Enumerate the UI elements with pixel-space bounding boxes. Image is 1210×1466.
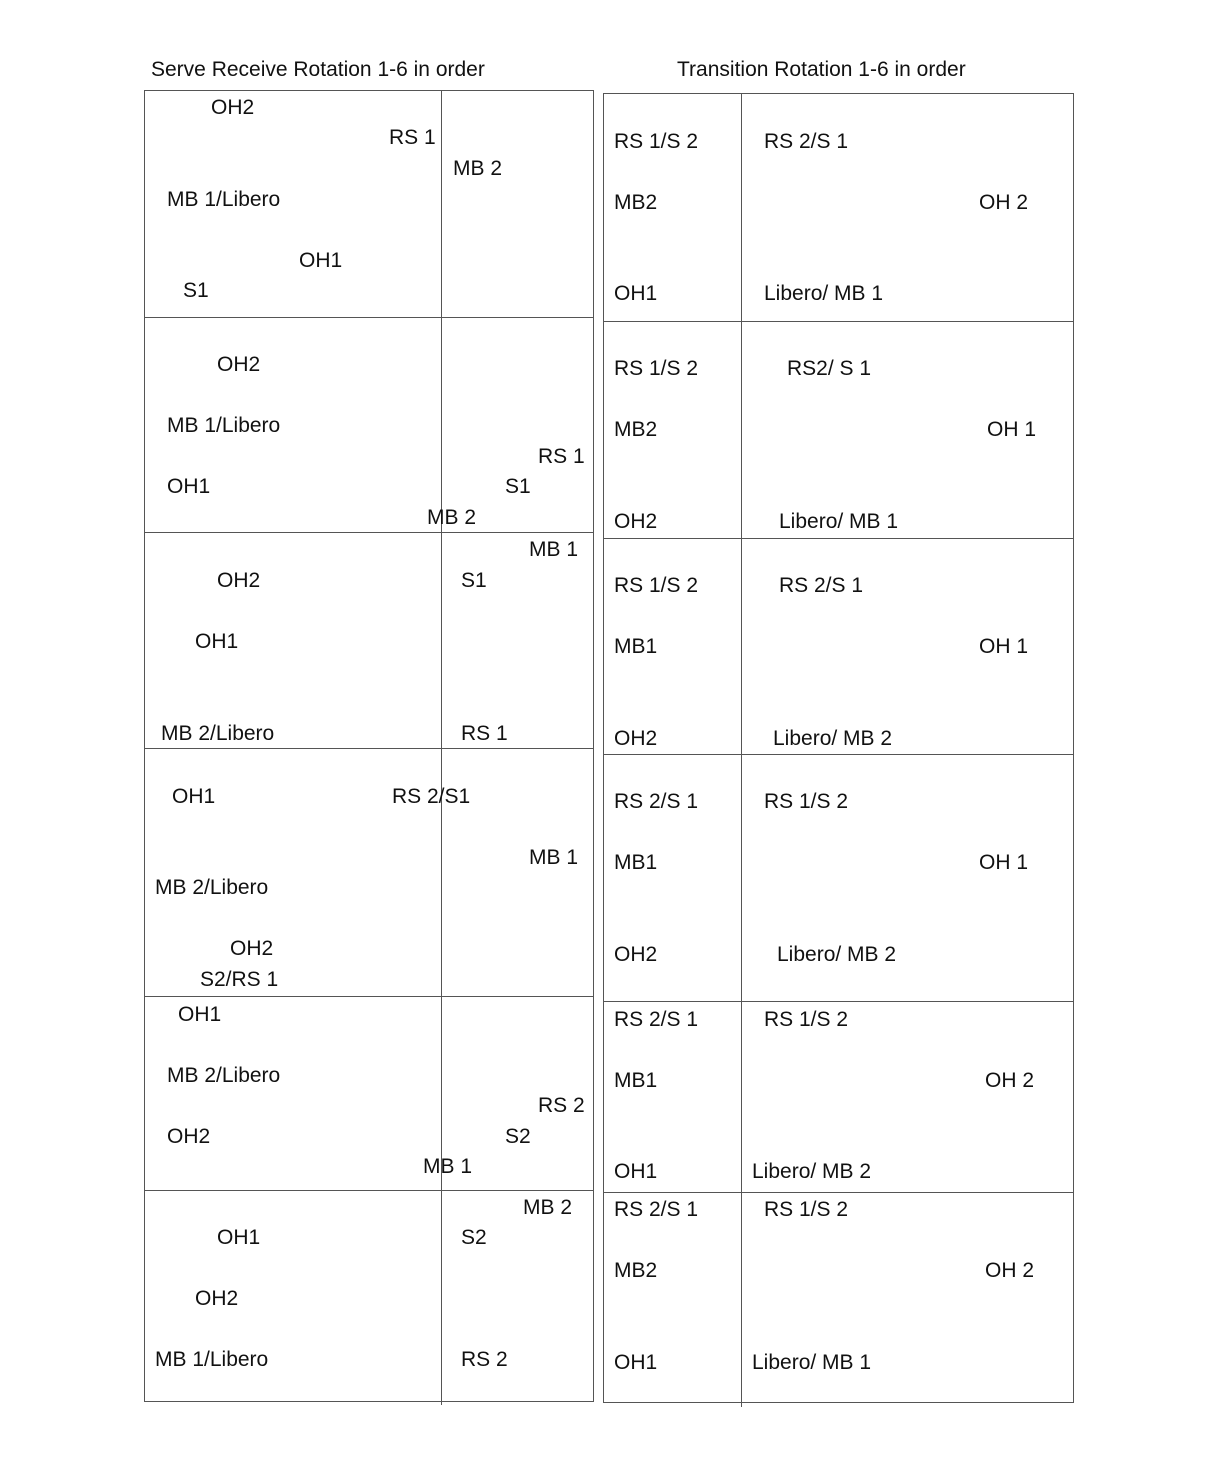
player-label: OH2 <box>614 727 658 750</box>
player-label: Libero/ MB 1 <box>752 1351 872 1374</box>
row-divider <box>144 532 594 533</box>
row-divider <box>603 321 1074 322</box>
row-divider <box>603 538 1074 539</box>
serve-receive-title: Serve Receive Rotation 1-6 in order <box>151 58 485 81</box>
player-label: OH1 <box>614 282 658 305</box>
player-label: OH1 <box>217 1226 261 1249</box>
player-label: RS 2/S1 <box>392 785 471 808</box>
player-label: OH2 <box>217 569 261 592</box>
player-label: S1 <box>461 569 487 592</box>
player-label: RS 2/S 1 <box>614 1008 699 1031</box>
player-label: RS 1/S 2 <box>764 790 849 813</box>
player-label: RS 1 <box>389 126 436 149</box>
player-label: RS 1/S 2 <box>614 574 699 597</box>
player-label: MB2 <box>614 1259 658 1282</box>
player-label: S1 <box>505 475 531 498</box>
player-label: MB1 <box>614 851 658 874</box>
player-label: MB 1/Libero <box>167 188 281 211</box>
player-label: RS 2/S 1 <box>614 1198 699 1221</box>
row-divider <box>144 1190 594 1191</box>
player-label: MB1 <box>614 1069 658 1092</box>
player-label: Libero/ MB 1 <box>779 510 899 533</box>
player-label: Libero/ MB 1 <box>764 282 884 305</box>
player-label: MB1 <box>614 635 658 658</box>
player-label: S2/RS 1 <box>200 968 279 991</box>
player-label: OH2 <box>614 943 658 966</box>
player-label: RS 1/S 2 <box>614 130 699 153</box>
player-label: OH1 <box>178 1003 222 1026</box>
row-divider <box>144 317 594 318</box>
player-label: OH2 <box>167 1125 211 1148</box>
player-label: OH 2 <box>979 191 1029 214</box>
player-label: RS 2/S 1 <box>764 130 849 153</box>
player-label: MB 2/Libero <box>161 722 275 745</box>
player-label: OH1 <box>172 785 216 808</box>
player-label: OH2 <box>614 510 658 533</box>
player-label: OH 1 <box>979 635 1029 658</box>
player-label: OH 1 <box>979 851 1029 874</box>
player-label: S2 <box>461 1226 487 1249</box>
row-divider <box>603 754 1074 755</box>
player-label: OH1 <box>614 1351 658 1374</box>
player-label: S1 <box>183 279 209 302</box>
transition-court-line <box>741 93 742 1407</box>
player-label: MB 1 <box>529 538 579 561</box>
player-label: OH 2 <box>985 1259 1035 1282</box>
player-label: RS 1/S 2 <box>764 1008 849 1031</box>
player-label: Libero/ MB 2 <box>752 1160 872 1183</box>
player-label: RS 2/S 1 <box>779 574 864 597</box>
player-label: OH1 <box>195 630 239 653</box>
player-label: OH2 <box>211 96 255 119</box>
player-label: RS 2 <box>538 1094 585 1117</box>
player-label: MB 1 <box>529 846 579 869</box>
player-label: MB 2 <box>427 506 477 529</box>
player-label: S2 <box>505 1125 531 1148</box>
player-label: RS 1/S 2 <box>764 1198 849 1221</box>
player-label: MB 1/Libero <box>155 1348 269 1371</box>
player-label: RS 1 <box>538 445 585 468</box>
player-label: OH1 <box>167 475 211 498</box>
player-label: MB 2 <box>523 1196 573 1219</box>
player-label: MB 2 <box>453 157 503 180</box>
player-label: RS 2 <box>461 1348 508 1371</box>
row-divider <box>144 996 594 997</box>
player-label: RS 1 <box>461 722 508 745</box>
transition-title: Transition Rotation 1-6 in order <box>677 58 966 81</box>
player-label: Libero/ MB 2 <box>777 943 897 966</box>
player-label: MB 2/Libero <box>167 1064 281 1087</box>
player-label: OH2 <box>217 353 261 376</box>
player-label: OH1 <box>299 249 343 272</box>
player-label: Libero/ MB 2 <box>773 727 893 750</box>
player-label: MB 1/Libero <box>167 414 281 437</box>
row-divider <box>603 1192 1074 1193</box>
player-label: RS 2/S 1 <box>614 790 699 813</box>
row-divider <box>144 748 594 749</box>
player-label: OH 2 <box>985 1069 1035 1092</box>
row-divider <box>603 1001 1074 1002</box>
player-label: OH 1 <box>987 418 1037 441</box>
player-label: OH2 <box>195 1287 239 1310</box>
player-label: RS2/ S 1 <box>787 357 872 380</box>
player-label: OH2 <box>230 937 274 960</box>
player-label: MB 2/Libero <box>155 876 269 899</box>
player-label: RS 1/S 2 <box>614 357 699 380</box>
player-label: OH1 <box>614 1160 658 1183</box>
player-label: MB2 <box>614 191 658 214</box>
player-label: MB2 <box>614 418 658 441</box>
player-label: MB 1 <box>423 1155 473 1178</box>
